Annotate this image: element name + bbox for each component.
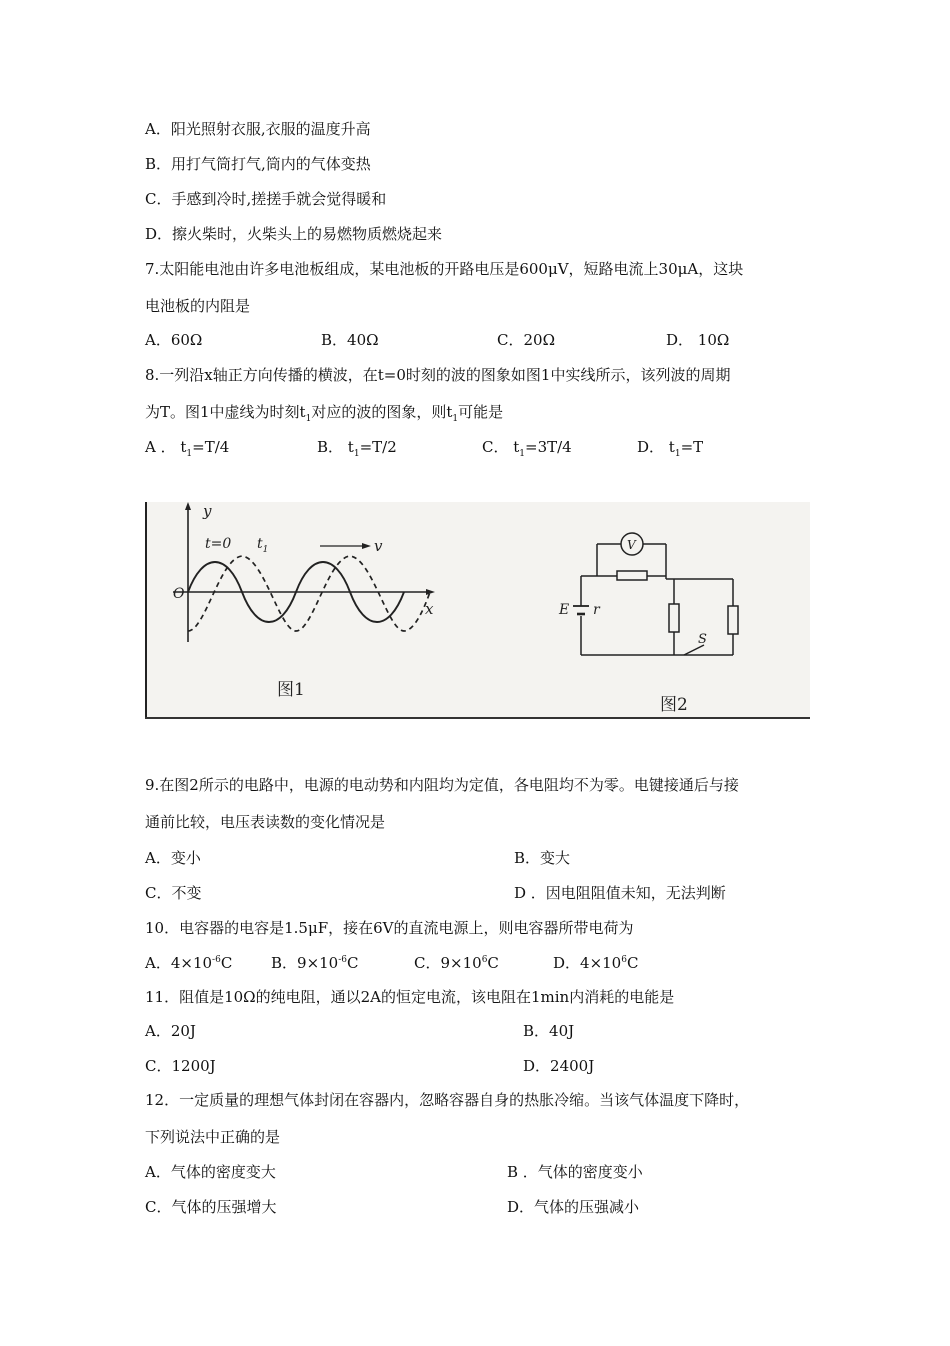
series-resistor: [617, 571, 647, 580]
origin-label: O: [173, 586, 185, 602]
q9-option-d: D ．因电阻阻值未知，无法判断: [514, 884, 726, 902]
q8-stem-line2: 为T。图1中虚线为时刻$t_1$对应的波的图象，则$t_1$可能是: [145, 403, 504, 424]
q6-option-b: B．用打气筒打气,筒内的气体变热: [145, 155, 371, 173]
q7-option-c: C．20Ω: [497, 331, 556, 349]
q12-option-d: D．气体的压强减小: [507, 1198, 640, 1216]
figures-panel: [145, 502, 810, 719]
q9-option-a: A．变小: [145, 849, 201, 867]
q8-option-c: C． $t_1=3T/4$: [482, 438, 572, 459]
q7-stem-line1: 7.太阳能电池由许多电池板组成，某电池板的开路电压是600μV，短路电流上30μA，这块: [145, 260, 744, 278]
figure-1-caption: 图1: [277, 680, 305, 700]
q12-stem-line1: 12．一定质量的理想气体封闭在容器内，忽略容器自身的热胀冷缩。当该气体温度下降时，: [145, 1091, 750, 1109]
q8-option-d: D． $t_1=T$: [637, 438, 704, 459]
dashed-wave-t1: [188, 556, 430, 631]
q9-stem-line2: 通前比较，电压表读数的变化情况是: [145, 813, 386, 831]
q7-stem-line2: 电池板的内阻是: [145, 297, 251, 315]
q7-option-d: D． 10Ω: [666, 331, 730, 349]
q10-stem: 10．电容器的电容是1.5μF，接在6V的直流电源上，则电容器所带电荷为: [145, 919, 634, 937]
q10-option-c: C．$9\times 10^6C$: [414, 954, 499, 972]
q11-option-a: A．20J: [145, 1022, 196, 1040]
x-axis-arrow: [426, 589, 435, 595]
emf-label: E: [559, 602, 570, 618]
q10-option-a: A．$4\times 10^{-6}C$: [145, 954, 233, 972]
voltmeter-label: V: [627, 538, 636, 552]
figure-2-circuit: [573, 533, 738, 655]
switch-label: S: [698, 632, 707, 647]
figure-2-caption: 图2: [660, 695, 688, 715]
q11-option-b: B．40J: [523, 1022, 575, 1040]
q7-option-b: B．40Ω: [321, 331, 379, 349]
q9-option-c: C．不变: [145, 884, 202, 902]
internal-resistance-label: r: [593, 602, 600, 618]
velocity-label: v: [374, 537, 383, 555]
q6-option-d: D．擦火柴时，火柴头上的易燃物质燃烧起来: [145, 225, 443, 243]
t1-label: $t_1$: [257, 536, 269, 555]
q8-stem-line1: 8.一列沿x轴正方向传播的横波，在t=0时刻的波的图象如图1中实线所示，该列波的周期: [145, 366, 731, 384]
q8-option-b: B． $t_1=T/2$: [317, 438, 397, 459]
q8-option-a: A ． $t_1=T/4$: [145, 438, 230, 459]
figures-svg: [145, 502, 810, 719]
q10-option-d: D．$4\times 10^6C$: [553, 954, 639, 972]
q6-option-c: C．手感到冷时,搓搓手就会觉得暖和: [145, 190, 387, 208]
velocity-arrow-head: [362, 543, 371, 549]
y-axis-label: y: [203, 502, 212, 520]
q12-option-b: B ．气体的密度变小: [507, 1163, 643, 1181]
q10-option-b: B．$9\times 10^{-6}C$: [271, 954, 359, 972]
y-axis-arrow: [185, 502, 191, 510]
q12-option-a: A．气体的密度变大: [145, 1163, 276, 1181]
q6-option-a: A．阳光照射衣服,衣服的温度升高: [145, 120, 371, 138]
q9-stem-line1: 9.在图2所示的电路中，电源的电动势和内阻均为定值，各电阻均不为零。电键接通后与接: [145, 776, 739, 794]
q11-option-d: D．2400J: [523, 1057, 595, 1075]
middle-resistor: [669, 604, 679, 632]
t0-label: t=0: [205, 536, 232, 552]
q11-stem: 11．阻值是10Ω的纯电阻，通以2A的恒定电流，该电阻在1min内消耗的电能是: [145, 988, 675, 1006]
figure-1-wave-graph: [173, 502, 435, 700]
q9-option-b: B．变大: [514, 849, 571, 867]
x-axis-label: x: [425, 600, 434, 618]
q12-stem-line2: 下列说法中正确的是: [145, 1128, 281, 1146]
right-resistor: [728, 606, 738, 634]
q11-option-c: C．1200J: [145, 1057, 216, 1075]
q12-option-c: C．气体的压强增大: [145, 1198, 277, 1216]
q7-option-a: A．60Ω: [145, 331, 203, 349]
